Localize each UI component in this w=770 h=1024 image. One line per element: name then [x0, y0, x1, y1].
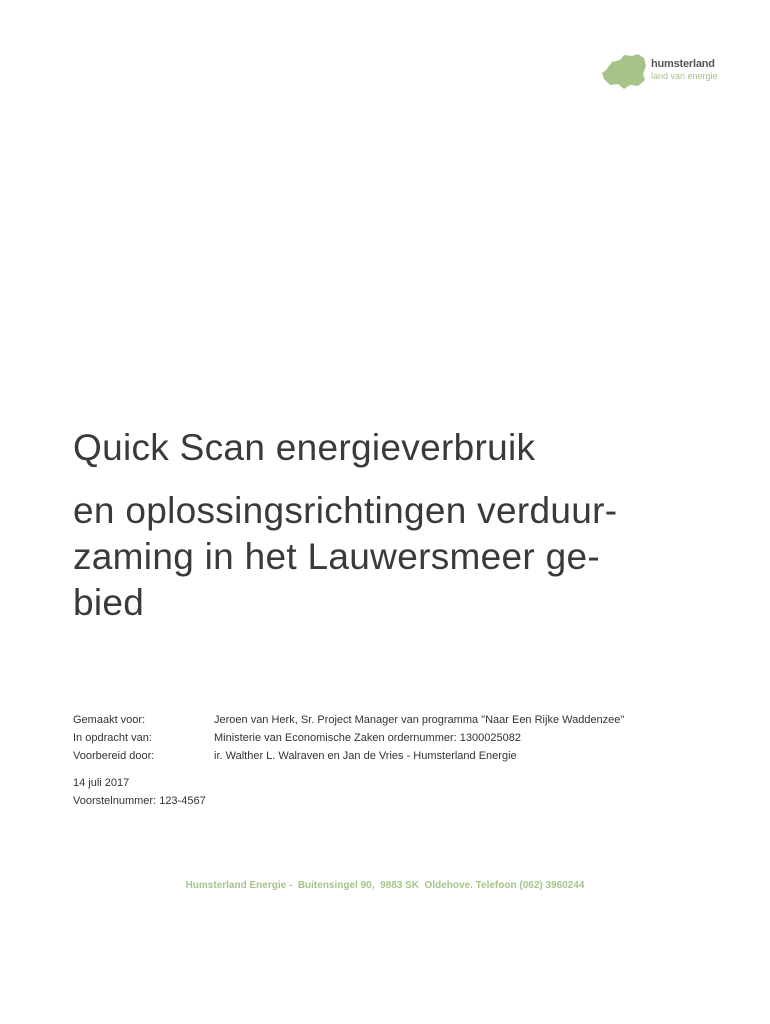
document-date: 14 juli 2017	[73, 777, 130, 789]
humsterland-logo	[600, 52, 730, 92]
logo-name: humsterland	[651, 58, 715, 70]
meta-label: Voorbereid door:	[73, 750, 155, 762]
title-main: Quick Scan energieverbruik	[73, 427, 536, 468]
meta-row-commissioned-by	[73, 729, 624, 747]
title-sub-1: en oplossingsrichtingen verduur-	[73, 490, 618, 531]
meta-label: In opdracht van:	[73, 732, 152, 744]
meta-label: Gemaakt voor:	[73, 714, 146, 726]
title-sub-3: bied	[73, 582, 145, 623]
footer-address: Humsterland Energie - Buitensingel 90, 9883 SK Oldehove. Telefoon (062) 3960244	[185, 880, 585, 891]
humsterland-map-icon	[600, 52, 648, 90]
meta-value: Jeroen van Herk, Sr. Project Manager van programma "Naar Een Rijke Waddenzee"	[214, 714, 625, 726]
document-title	[73, 424, 713, 626]
proposal-number: Voorstelnummer: 123-4567	[73, 795, 206, 807]
date-block	[73, 774, 206, 810]
meta-row-prepared-by	[73, 747, 624, 765]
meta-row-made-for	[73, 711, 624, 729]
title-sub-2: zaming in het Lauwersmeer ge-	[73, 536, 600, 577]
meta-value: Ministerie van Economische Zaken ordernummer: 1300025082	[214, 732, 521, 744]
document-meta	[73, 711, 624, 765]
meta-value: ir. Walther L. Walraven en Jan de Vries - Humsterland Energie	[214, 750, 517, 762]
logo-tagline: land van energie	[651, 71, 718, 81]
